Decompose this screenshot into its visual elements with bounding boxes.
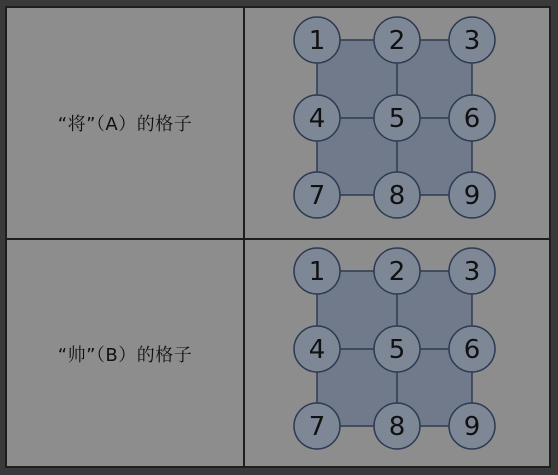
grid-node-b-6 — [449, 326, 495, 372]
row-label-a: “将”（A）的格子 — [57, 114, 193, 135]
grid-node-label: 3 — [463, 257, 481, 287]
grid-node-a-8 — [374, 172, 420, 218]
grid-node-b-9 — [449, 403, 495, 449]
grid-node-label: 2 — [388, 257, 406, 287]
grid-node-b-5 — [374, 326, 420, 372]
grid-node-label: 8 — [388, 181, 406, 211]
grid-node-b-3 — [449, 248, 495, 294]
table-row-b — [7, 238, 549, 468]
grid-node-label: 7 — [308, 412, 326, 442]
grid-node-b-4 — [294, 326, 340, 372]
board-cell-a — [245, 8, 549, 238]
grid-node-a-6 — [449, 95, 495, 141]
grid-node-label: 5 — [388, 335, 406, 365]
grid-node-a-5 — [374, 95, 420, 141]
board-cell-b — [245, 240, 549, 468]
board-b — [245, 240, 551, 466]
grid-table — [5, 6, 551, 468]
grid-node-label: 8 — [388, 412, 406, 442]
grid-node-a-3 — [449, 17, 495, 63]
table-row-a — [7, 8, 549, 238]
grid-node-b-2 — [374, 248, 420, 294]
grid-node-label: 9 — [463, 412, 481, 442]
grid-node-label: 1 — [308, 257, 326, 287]
grid-node-a-7 — [294, 172, 340, 218]
grid-node-a-4 — [294, 95, 340, 141]
label-cell-a — [7, 8, 245, 238]
grid-node-label: 4 — [308, 335, 326, 365]
grid-node-label: 2 — [388, 26, 406, 56]
row-label-b: “帅”（B）的格子 — [57, 345, 193, 366]
grid-node-label: 1 — [308, 26, 326, 56]
grid-node-b-7 — [294, 403, 340, 449]
grid-node-label: 5 — [388, 104, 406, 134]
grid-node-label: 9 — [463, 181, 481, 211]
grid-node-label: 4 — [308, 104, 326, 134]
grid-node-b-8 — [374, 403, 420, 449]
label-cell-b — [7, 240, 245, 468]
grid-node-label: 3 — [463, 26, 481, 56]
grid-node-label: 6 — [463, 104, 481, 134]
grid-node-a-9 — [449, 172, 495, 218]
grid-node-a-2 — [374, 17, 420, 63]
grid-node-a-1 — [294, 17, 340, 63]
grid-node-b-1 — [294, 248, 340, 294]
board-a — [245, 8, 551, 236]
grid-node-label: 6 — [463, 335, 481, 365]
grid-node-label: 7 — [308, 181, 326, 211]
